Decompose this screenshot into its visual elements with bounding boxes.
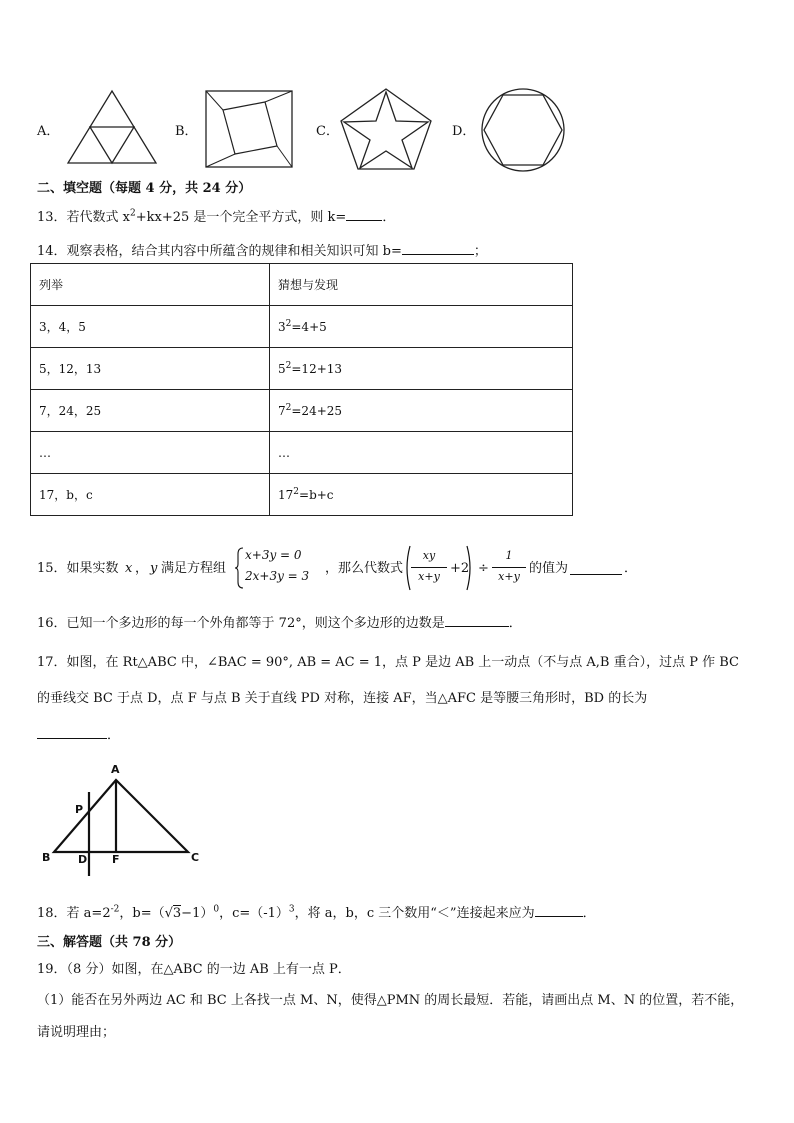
table-cell: … [31,432,270,474]
table-cell: $5^2=12+13$ [270,348,573,390]
fraction-bar [492,567,526,568]
table-cell: $17^2=b+c$ [270,474,573,516]
table-cell: 7，24，25 [31,390,270,432]
sqrt-icon: √ [164,906,173,921]
answer-blank-17[interactable] [37,724,107,739]
section-heading-fill-blank: 二、填空题（每题 4 分，共 24 分） [37,181,252,196]
label-f: F [112,853,120,866]
question-15: 15．如果实数 x ， y 满足方程组 x+3y = 0 2x+3y = 3 ，那么代数式 xy x+y +2 ÷ 1 x+y 的值为 ． [37,543,657,593]
label-b: B [42,851,51,864]
square-rotated-square-icon [203,88,295,170]
table-cell: 5，12，13 [31,348,270,390]
table-row [31,306,573,348]
answer-blank-15[interactable] [570,560,622,575]
table-row [31,348,573,390]
question-17-line-3: ． [37,724,120,745]
question-17-line-1: 17．如图，在 Rt△ABC 中，∠BAC = 90°, AB = AC = 1，点 P 是边 AB 上一动点（不与点 A,B 重合），过点 P 作 BC [37,655,739,670]
table-header-cell: 猜想与发现 [270,264,573,306]
question-19-line-3: 请说明理由； [37,1025,116,1040]
question-19-line-2: （1）能否在另外两边 AC 和 BC 上各找一点 M、N，使得△PMN 的周长最短．若能，请画出点 M、N 的位置，若不能， [37,993,744,1008]
table-row [31,432,573,474]
label-c: C [191,851,200,864]
right-paren-icon [466,544,474,592]
label-a: A [111,763,120,776]
question-18: 18．若 $a=2^{-2}$，$b=(√3-1)^0$，$c=(-1)^3$，将 a，b，c 三个数用“＜”连接起来应为 ． [37,902,596,923]
pentagon-star-icon [338,86,434,172]
observation-table [30,263,573,516]
triangle-figure [40,758,210,880]
question-17-line-2: 的垂线交 BC 于点 D，点 F 与点 B 关于直线 PD 对称，连接 AF，当△AFC 是等腰三角形时，BD 的长为 [37,691,648,706]
question-13: 13．若代数式 $x^2+kx+25$ 是一个完全平方式，则 k= ． [37,206,395,227]
answer-blank-14[interactable] [402,240,474,255]
left-brace-icon [235,546,245,590]
option-a-label: A． [37,124,60,139]
question-19-line-1: 19．（8 分）如图，在△ABC 的一边 AB 上有一点 P． [37,962,351,977]
triangle-subdivided-icon [66,88,158,166]
table-cell: 3，4，5 [31,306,270,348]
label-p: P [75,803,84,816]
table-header-row [31,264,573,306]
option-c-label: C． [316,124,339,139]
circle-hexagon-icon [479,86,567,174]
question-16: 16．已知一个多边形的每一个外角都等于 72°，则这个多边形的边数是 ． [37,612,522,633]
table-header-cell: 列举 [31,264,270,306]
answer-blank-18[interactable] [535,902,583,917]
table-cell: … [270,432,573,474]
table-cell: 17，b，c [31,474,270,516]
answer-blank-16[interactable] [445,612,509,627]
option-b-label: B． [175,124,198,139]
table-cell: $7^2=24+25$ [270,390,573,432]
table-row [31,390,573,432]
answer-blank-13[interactable] [346,206,382,221]
section-heading-solutions: 三、解答题（共 78 分） [37,935,182,950]
fraction-bar [411,567,447,568]
label-d: D [78,853,88,866]
table-row [31,474,573,516]
option-d-label: D． [452,124,476,139]
table-cell: $3^2=4+5$ [270,306,573,348]
question-14: 14．观察表格，结合其内容中所蕴含的规律和相关知识可知 b= ； [37,240,487,261]
